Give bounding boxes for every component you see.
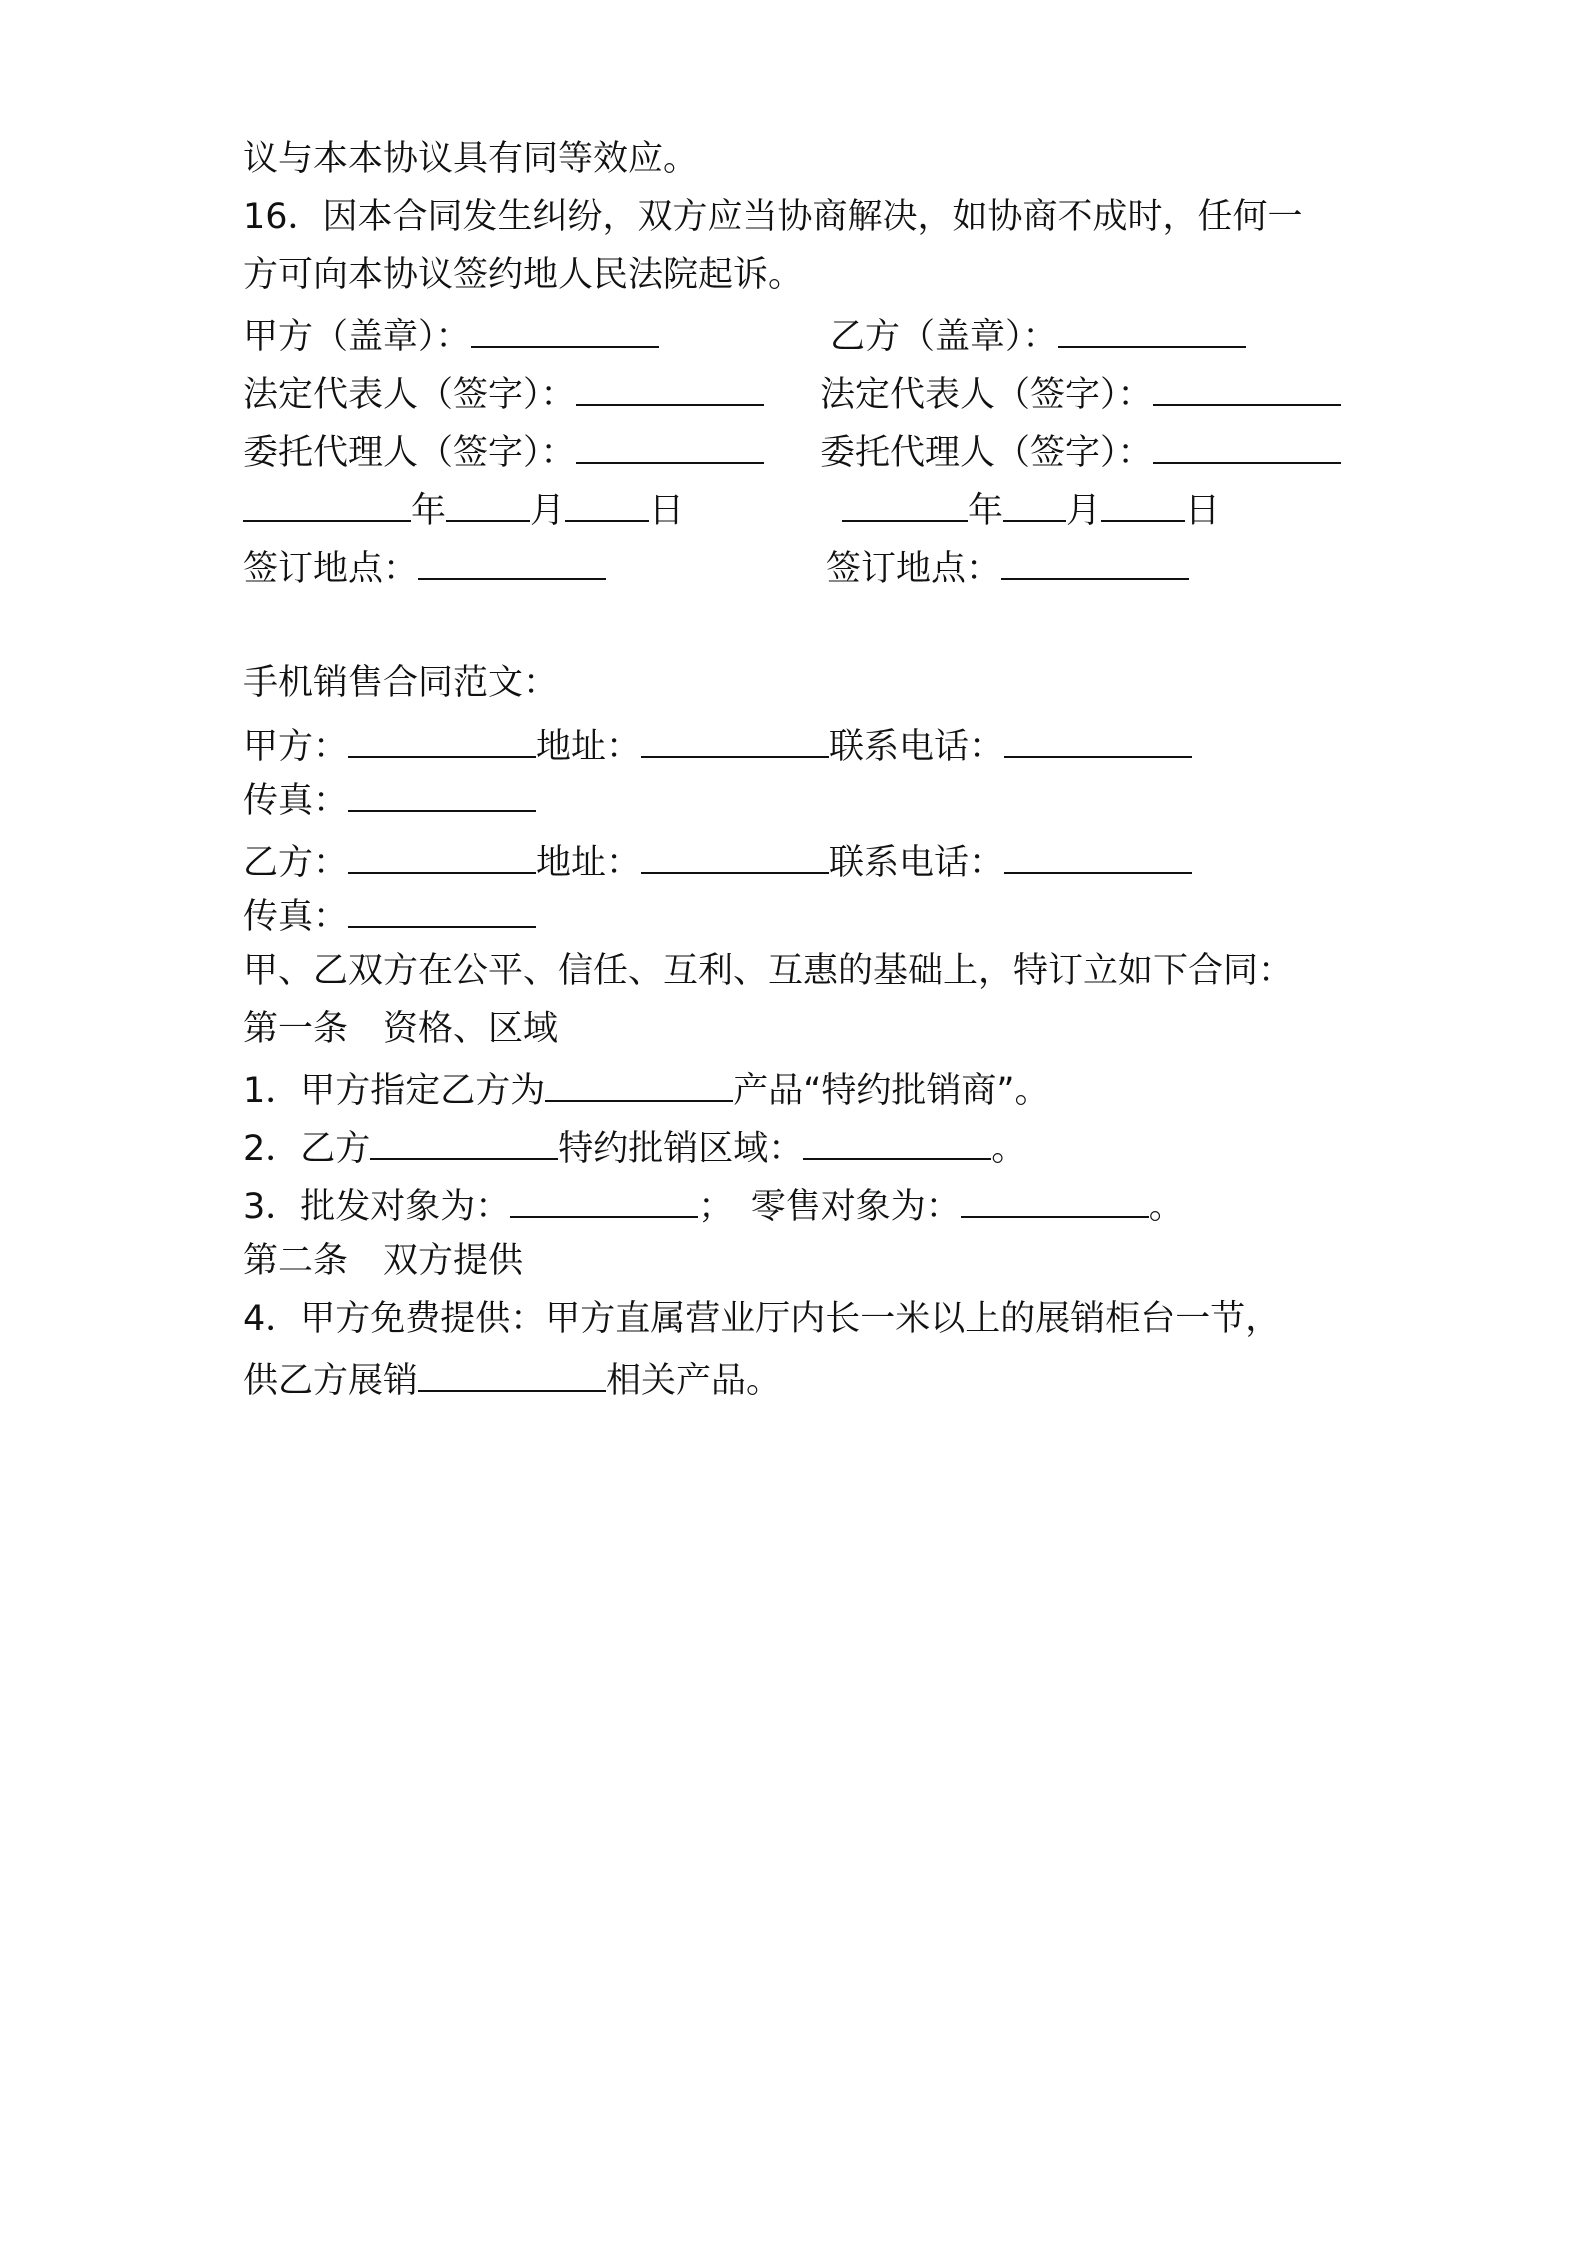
item-2-text-c: 。 xyxy=(991,1129,1027,1169)
article-1-heading: 第一条 资格、区域 xyxy=(243,1009,559,1049)
phone-blank xyxy=(1004,726,1192,758)
year-label: 年 xyxy=(968,491,1004,531)
month-blank xyxy=(1003,490,1066,522)
party-a-fax-line xyxy=(243,780,536,819)
address-label: 地址： xyxy=(536,843,642,883)
day-label: 日 xyxy=(1185,491,1221,531)
item-4-blank xyxy=(418,1360,606,1392)
legal-rep-label: 法定代表人（签字）： xyxy=(820,375,1153,415)
contract-title: 手机销售合同范文： xyxy=(243,663,559,703)
party-b-legal-rep-line xyxy=(820,374,1341,413)
party-b-fax-line xyxy=(243,896,536,935)
month-blank xyxy=(446,490,530,522)
agent-blank xyxy=(576,432,764,464)
item-4-line-1: 4．甲方免费提供：甲方直属营业厅内长一米以上的展销柜台一节， xyxy=(243,1299,1281,1339)
sign-place-label: 签订地点： xyxy=(243,549,419,589)
party-a-date-line xyxy=(243,490,684,529)
fax-blank xyxy=(348,896,536,928)
party-a-name-blank xyxy=(348,726,536,758)
item-2-text-b: 特约批销区域： xyxy=(558,1129,804,1169)
party-b-place-line xyxy=(826,548,1189,587)
fax-blank xyxy=(348,780,536,812)
item-1-line xyxy=(243,1070,1050,1109)
legal-rep-label: 法定代表人（签字）： xyxy=(243,375,576,415)
address-blank xyxy=(641,842,829,874)
sign-place-label: 签订地点： xyxy=(826,549,1002,589)
phone-label: 联系电话： xyxy=(829,727,1005,767)
party-b-name-blank xyxy=(348,842,536,874)
party-b-date-line xyxy=(842,490,1220,529)
agent-label: 委托代理人（签字）： xyxy=(820,433,1153,473)
address-blank xyxy=(641,726,829,758)
item-2-line xyxy=(243,1128,1026,1167)
month-label: 月 xyxy=(530,491,566,531)
year-blank xyxy=(842,490,968,522)
legal-rep-blank xyxy=(576,374,764,406)
sign-place-blank xyxy=(1001,548,1189,580)
product-blank xyxy=(545,1070,733,1102)
day-label: 日 xyxy=(649,491,685,531)
item-3-blank-1 xyxy=(510,1186,698,1218)
day-blank xyxy=(565,490,649,522)
party-b-seal-blank xyxy=(1058,316,1246,348)
item-3-blank-2 xyxy=(961,1186,1149,1218)
item-2-text-a: 2．乙方 xyxy=(243,1129,371,1169)
phone-blank xyxy=(1004,842,1192,874)
item-4-text-b: 供乙方展销 xyxy=(243,1361,419,1401)
party-a-agent-line xyxy=(243,432,764,471)
item-4-text-c: 相关产品。 xyxy=(606,1361,782,1401)
party-b-agent-line xyxy=(820,432,1341,471)
item-1-text-a: 1．甲方指定乙方为 xyxy=(243,1071,546,1111)
year-label: 年 xyxy=(411,491,447,531)
fax-label: 传真： xyxy=(243,781,349,821)
sign-place-blank xyxy=(418,548,606,580)
item-3-text-c: 。 xyxy=(1148,1187,1184,1227)
month-label: 月 xyxy=(1066,491,1102,531)
item-2-blank-2 xyxy=(803,1128,991,1160)
clause-16-line-2: 方可向本协议签约地人民法院起诉。 xyxy=(243,255,804,295)
party-b-info-line xyxy=(243,842,1192,881)
party-a-place-line xyxy=(243,548,606,587)
item-1-text-b: 产品“特约批销商”。 xyxy=(733,1071,1050,1111)
legal-rep-blank xyxy=(1153,374,1341,406)
phone-label: 联系电话： xyxy=(829,843,1005,883)
item-4-line-2 xyxy=(243,1360,781,1399)
year-blank xyxy=(243,490,411,522)
item-3-line xyxy=(243,1186,1184,1225)
fax-label: 传真： xyxy=(243,897,349,937)
party-a-seal-label: 甲方（盖章）： xyxy=(243,317,471,357)
party-a-label: 甲方： xyxy=(243,727,349,767)
item-2-blank-1 xyxy=(370,1128,558,1160)
party-a-seal-line xyxy=(243,316,659,355)
party-b-seal-label: 乙方（盖章）： xyxy=(830,317,1058,357)
party-a-info-line xyxy=(243,726,1192,765)
clause-16-line-1: 16．因本合同发生纠纷，双方应当协商解决，如协商不成时，任何一 xyxy=(243,197,1303,237)
party-b-label: 乙方： xyxy=(243,843,349,883)
party-a-seal-blank xyxy=(471,316,659,348)
article-2-heading: 第二条 双方提供 xyxy=(243,1241,524,1281)
address-label: 地址： xyxy=(536,727,642,767)
item-3-text-a: 3．批发对象为： xyxy=(243,1187,511,1227)
item-3-text-b: ； 零售对象为： xyxy=(698,1187,961,1227)
paragraph-continuation: 议与本本协议具有同等效应。 xyxy=(243,139,699,179)
agent-label: 委托代理人（签字）： xyxy=(243,433,576,473)
party-a-legal-rep-line xyxy=(243,374,764,413)
agent-blank xyxy=(1153,432,1341,464)
party-b-seal-line xyxy=(830,316,1246,355)
day-blank xyxy=(1101,490,1185,522)
contract-intro: 甲、乙双方在公平、信任、互利、互惠的基础上，特订立如下合同： xyxy=(243,951,1294,991)
